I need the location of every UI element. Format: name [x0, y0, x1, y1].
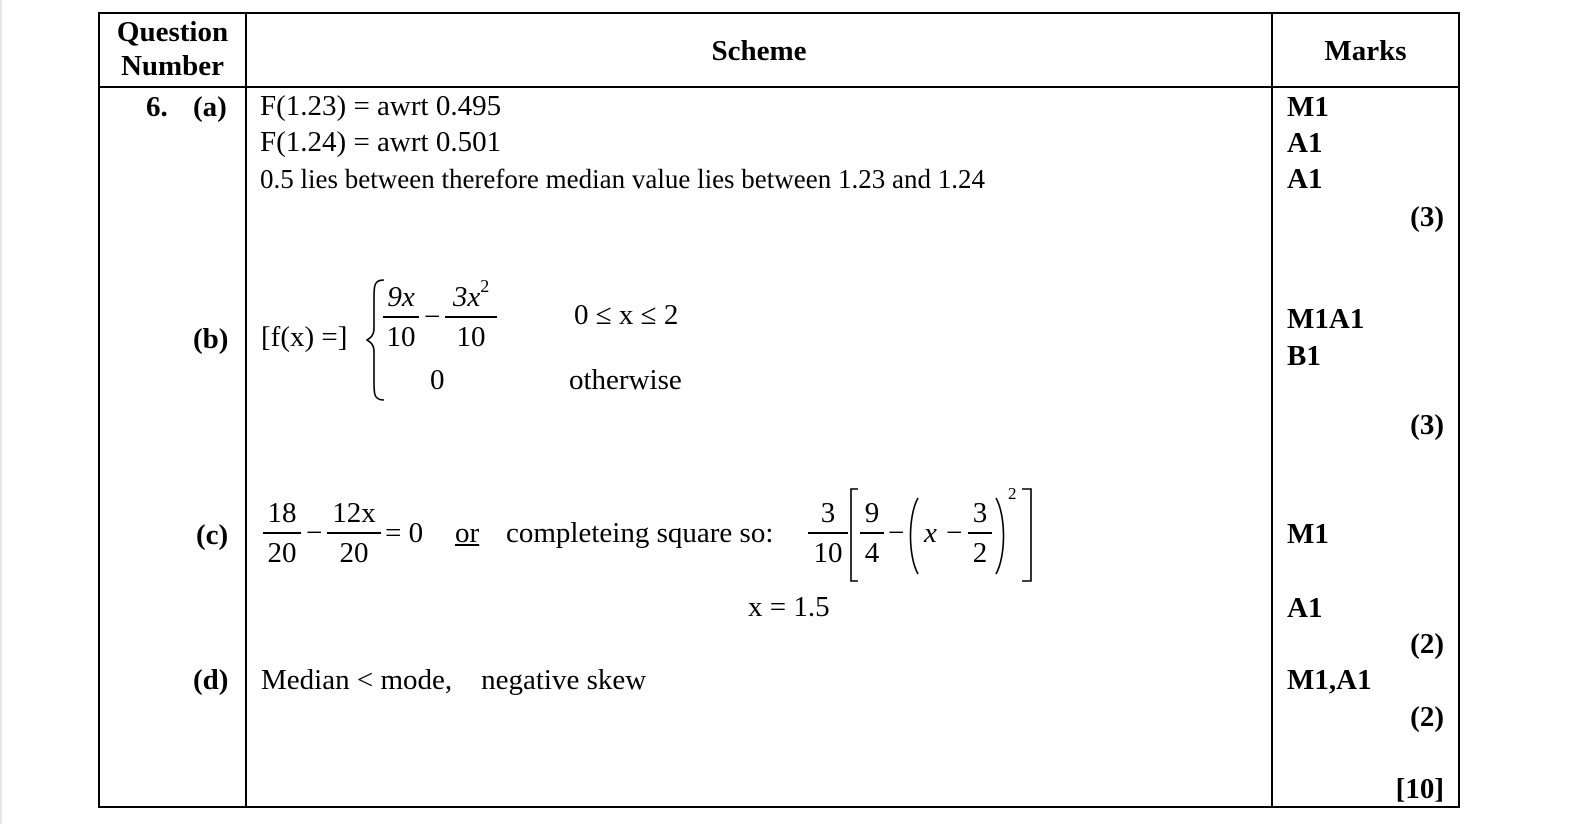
part-b-fraction-1 [383, 280, 419, 354]
part-c-frac2-num-text: 12x [332, 497, 376, 529]
part-a-mark-1: M1 [1287, 91, 1329, 123]
part-b-frac2-num-text: 3x [452, 281, 481, 313]
part-c-result [748, 590, 830, 624]
part-a-total: (3) [1410, 201, 1444, 233]
part-b-mark-1: M1A1 [1287, 303, 1365, 335]
part-c-fraction-1 [263, 496, 301, 570]
part-c-total: (2) [1410, 628, 1444, 660]
part-b-fraction-2 [445, 276, 497, 354]
part-b-minus: − [424, 301, 441, 333]
part-b-lhs: [f(x) =] [261, 321, 348, 353]
part-b-frac1-bar [383, 316, 419, 318]
part-c-minus: − [306, 517, 323, 549]
part-b-range: 0 ≤ x ≤ 2 [574, 299, 679, 331]
part-a-mark-3: A1 [1287, 163, 1323, 195]
part-c-frac5-den: 2 [972, 536, 988, 569]
part-d-label: (d) [193, 664, 229, 696]
page-edge [0, 0, 2, 824]
part-a-label: (a) [193, 91, 227, 123]
part-c-right-bracket [1020, 487, 1034, 583]
question-number: 6. [146, 91, 168, 123]
part-c-or: or [455, 517, 480, 549]
part-b-otherwise: otherwise [569, 364, 682, 396]
part-a-mark-2: A1 [1287, 127, 1323, 159]
part-c-label: (c) [196, 519, 229, 551]
part-c-frac3-num: 3 [820, 497, 836, 529]
grand-total: [10] [1395, 773, 1444, 805]
part-c-frac4-bar [860, 532, 884, 534]
part-c-left-paren [906, 496, 920, 576]
part-c-frac1-num: 18 [267, 497, 297, 529]
part-c-frac2-num [327, 496, 381, 530]
part-b-mark-2: B1 [1287, 340, 1321, 372]
header-marks: Marks [1324, 35, 1407, 67]
part-c-fraction-3-2 [968, 496, 992, 570]
part-c-eq-zero: = 0 [385, 517, 424, 549]
part-c-completing-text: completeing square so: [506, 517, 774, 549]
part-a-line-3: 0.5 lies between therefore median value lies between 1.23 and 1.24 [260, 164, 985, 194]
part-b-frac2-num [445, 276, 497, 314]
part-a-line-1: F(1.23) = awrt 0.495 [260, 90, 502, 122]
part-b-frac2-den: 10 [456, 320, 486, 353]
part-c-frac4-num: 9 [864, 497, 880, 529]
part-c-frac5-bar [968, 532, 992, 534]
part-c-frac2-den: 20 [339, 536, 369, 569]
part-b-zero: 0 [430, 364, 445, 396]
part-c-frac1-bar [263, 532, 301, 534]
part-c-x-minus: x − [924, 517, 964, 549]
header-question-line1: Question [116, 16, 229, 48]
part-b-label: (b) [193, 323, 229, 355]
part-d-text: Median < mode, negative skew [261, 664, 647, 696]
part-c-frac2-bar [327, 532, 381, 534]
part-c-right-paren [994, 496, 1008, 576]
column-divider-1 [245, 12, 247, 808]
part-c-mark-2: A1 [1287, 592, 1323, 624]
part-c-frac5-num: 3 [972, 497, 988, 529]
part-c-square: 2 [1008, 484, 1017, 503]
part-c-frac3-bar [808, 532, 848, 534]
part-c-fraction-9-4 [860, 496, 884, 570]
part-c-frac4-den: 4 [864, 536, 880, 569]
part-c-frac1-den: 20 [267, 536, 297, 569]
part-c-mark-1: M1 [1287, 518, 1329, 550]
part-c-frac3-den: 10 [813, 536, 843, 569]
part-c-inner-minus: − [888, 517, 905, 549]
part-b-frac1-den: 10 [386, 320, 416, 353]
header-question-number [100, 15, 245, 83]
part-c-result-text: x = 1.5 [748, 591, 830, 623]
part-a-line-2: F(1.24) = awrt 0.501 [260, 126, 502, 158]
header-scheme: Scheme [711, 35, 807, 67]
column-divider-2 [1271, 12, 1273, 808]
part-c-left-bracket [848, 487, 860, 583]
table-bottom-rule [98, 806, 1460, 808]
header-question-line2: Number [120, 50, 225, 82]
part-d-total: (2) [1410, 701, 1444, 733]
part-b-frac2-sup: 2 [480, 276, 490, 296]
part-d-mark-1: M1,A1 [1287, 664, 1372, 696]
part-b-total: (3) [1410, 409, 1444, 441]
header-divider [98, 86, 1460, 88]
part-c-fraction-2 [327, 496, 381, 570]
part-b-frac2-bar [445, 316, 497, 318]
part-b-frac1-num: 9x [387, 281, 415, 313]
part-c-fraction-3-10 [808, 496, 848, 570]
